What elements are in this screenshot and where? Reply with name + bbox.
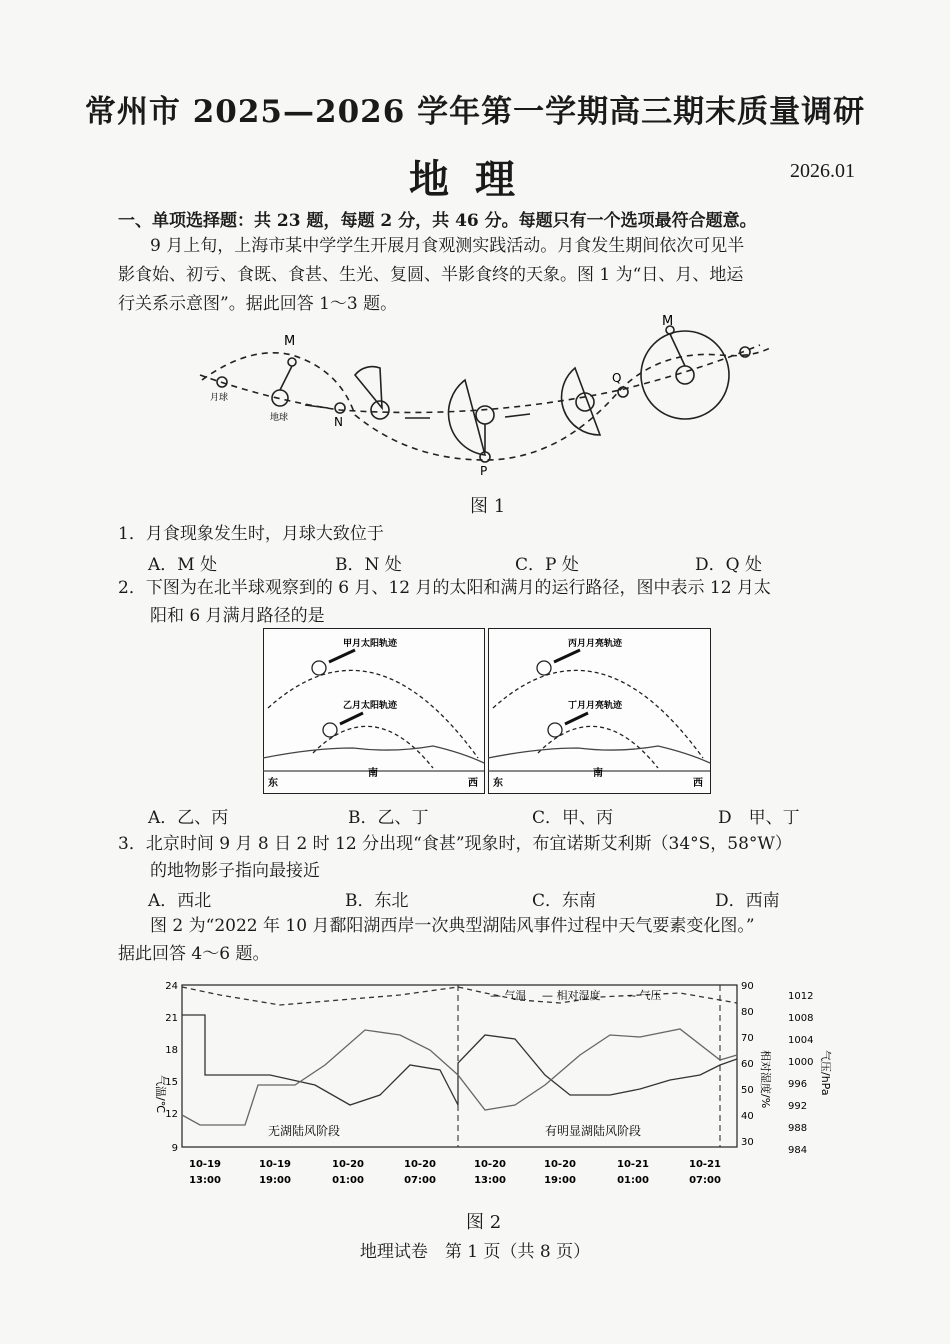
q3-option-a[interactable]: A．西北 bbox=[148, 891, 212, 911]
temp-tick-15: 15 bbox=[165, 1077, 178, 1088]
fig1-label-m2: M bbox=[662, 314, 674, 329]
legend-humidity: — 相对湿度 bbox=[542, 989, 601, 1002]
figure2-chart bbox=[140, 975, 830, 1200]
exam-title: 常州市 2025—2026 学年第一学期高三期末质量调研 bbox=[84, 94, 866, 130]
shadow-circle-4 bbox=[641, 331, 729, 419]
humidity-tick-30: 30 bbox=[741, 1137, 754, 1148]
q1-option-c[interactable]: C．P 处 bbox=[515, 555, 579, 575]
q1-option-d[interactable]: D．Q 处 bbox=[695, 555, 762, 575]
left-east: 东 bbox=[268, 778, 278, 789]
pressure-tick-1012: 1012 bbox=[788, 991, 814, 1002]
q2-stem-line1: 2．下图为在北半球观察到的 6 月、12 月的太阳和满月的运行路径，图中表示 12 月太 bbox=[118, 578, 771, 598]
right-axis-label: 气压/hPa bbox=[819, 1050, 832, 1096]
figure1-caption: 图 1 bbox=[470, 496, 506, 517]
figure1-diagram bbox=[180, 314, 800, 490]
mid-axis-label: 相对湿度/% bbox=[759, 1050, 772, 1109]
temp-tick-9: 9 bbox=[171, 1143, 178, 1154]
q3-option-c[interactable]: C．东南 bbox=[532, 891, 597, 911]
subject-title: 地理 bbox=[409, 156, 541, 203]
q3-option-d[interactable]: D．西南 bbox=[715, 891, 780, 911]
x-date-4: 10-20 bbox=[404, 1159, 436, 1170]
x-date-6: 10-20 bbox=[544, 1159, 576, 1170]
humidity-tick-60: 60 bbox=[741, 1059, 754, 1070]
intro2-line2: 据此回答 4～6 题。 bbox=[118, 944, 270, 964]
x-time-5: 13:00 bbox=[474, 1175, 506, 1186]
intro1-line2: 影食始、初亏、食既、食甚、生光、复圆、半影食终的天象。图 1 为“日、月、地运 bbox=[118, 265, 744, 285]
q3-stem-line2: 的地物影子指向最接近 bbox=[150, 861, 320, 881]
q3-option-b[interactable]: B．东北 bbox=[345, 891, 409, 911]
fig1-label-q: Q bbox=[612, 371, 622, 385]
shadow-shape-2 bbox=[449, 380, 485, 455]
x-date-2: 10-19 bbox=[259, 1159, 291, 1170]
fig1-label-m1: M bbox=[284, 334, 296, 349]
humidity-tick-80: 80 bbox=[741, 1007, 754, 1018]
intro1-line3: 行关系示意图”。据此回答 1～3 题。 bbox=[118, 294, 398, 314]
x-date-1: 10-19 bbox=[189, 1159, 221, 1170]
humidity-line bbox=[182, 1029, 737, 1125]
legend-pressure: -- 气压 bbox=[628, 989, 662, 1002]
section-heading: 一、单项选择题：共 23 题，每题 2 分，共 46 分。每题只有一个选项最符合题意。 bbox=[118, 211, 757, 231]
phase-yes-label: 有明显湖陆风阶段 bbox=[545, 1124, 642, 1138]
x-time-7: 01:00 bbox=[617, 1175, 649, 1186]
q1-option-a[interactable]: A．M 处 bbox=[148, 555, 218, 575]
x-date-3: 10-20 bbox=[332, 1159, 364, 1170]
x-time-3: 01:00 bbox=[332, 1175, 364, 1186]
right-track-bottom: 丁月月亮轨迹 bbox=[568, 701, 623, 711]
left-axis-label: 气温/℃ bbox=[154, 1075, 167, 1114]
temp-tick-24: 24 bbox=[165, 981, 178, 992]
phase-no-label: 无湖陆风阶段 bbox=[268, 1124, 341, 1138]
q1-option-b[interactable]: B．N 处 bbox=[335, 555, 402, 575]
humidity-tick-40: 40 bbox=[741, 1111, 754, 1122]
fig1-label-p: P bbox=[480, 464, 488, 478]
pressure-tick-984: 984 bbox=[788, 1145, 808, 1156]
x-date-7: 10-21 bbox=[617, 1159, 649, 1170]
q2-option-c[interactable]: C．甲、丙 bbox=[532, 808, 614, 828]
exam-date: 2026.01 bbox=[790, 160, 855, 182]
right-east: 东 bbox=[493, 778, 503, 789]
x-time-4: 07:00 bbox=[404, 1175, 436, 1186]
left-west: 西 bbox=[468, 778, 478, 789]
humidity-tick-50: 50 bbox=[741, 1085, 754, 1096]
q1-stem: 1．月食现象发生时，月球大致位于 bbox=[118, 524, 384, 544]
temp-tick-12: 12 bbox=[165, 1109, 178, 1120]
q2-path-diagram bbox=[263, 628, 711, 794]
pressure-tick-996: 996 bbox=[788, 1079, 808, 1090]
left-track-bottom: 乙月太阳轨迹 bbox=[343, 701, 398, 711]
chart-frame bbox=[182, 985, 737, 1147]
fig1-label-earth: 地球 bbox=[270, 413, 289, 423]
left-south: 南 bbox=[368, 768, 378, 779]
q2-option-b[interactable]: B．乙、丁 bbox=[348, 808, 429, 828]
page-footer: 地理试卷 第 1 页（共 8 页） bbox=[359, 1242, 591, 1262]
humidity-tick-90: 90 bbox=[741, 981, 754, 992]
pressure-tick-1004: 1004 bbox=[788, 1035, 814, 1046]
temp-tick-18: 18 bbox=[165, 1045, 178, 1056]
q2-stem-line2: 阳和 6 月满月路径的是 bbox=[150, 606, 325, 626]
temp-tick-21: 21 bbox=[165, 1013, 178, 1024]
x-date-8: 10-21 bbox=[689, 1159, 721, 1170]
x-time-1: 13:00 bbox=[189, 1175, 221, 1186]
humidity-tick-70: 70 bbox=[741, 1033, 754, 1044]
right-west: 西 bbox=[693, 778, 703, 789]
q3-stem-line1: 3．北京时间 9 月 8 日 2 时 12 分出现“食甚”现象时，布宜诺斯艾利斯（34°S，58°W） bbox=[118, 834, 792, 854]
x-date-5: 10-20 bbox=[474, 1159, 506, 1170]
pressure-tick-1008: 1008 bbox=[788, 1013, 814, 1024]
intro2-line1: 图 2 为“2022 年 10 月鄱阳湖西岸一次典型湖陆风事件过程中天气要素变化图。” bbox=[150, 916, 755, 936]
q2-option-a[interactable]: A．乙、丙 bbox=[148, 808, 229, 828]
intro1-line1: 9 月上旬，上海市某中学学生开展月食观测实践活动。月食发生期间依次可见半 bbox=[150, 236, 745, 256]
right-track-top: 丙月月亮轨迹 bbox=[568, 639, 623, 649]
pressure-tick-1000: 1000 bbox=[788, 1057, 814, 1068]
temp-line bbox=[182, 1015, 737, 1105]
x-time-8: 07:00 bbox=[689, 1175, 721, 1186]
fig1-label-moon: 月球 bbox=[210, 393, 229, 403]
pressure-tick-988: 988 bbox=[788, 1123, 808, 1134]
x-time-6: 19:00 bbox=[544, 1175, 576, 1186]
right-south: 南 bbox=[593, 768, 603, 779]
legend-temp: — 气温 bbox=[490, 989, 527, 1002]
x-time-2: 19:00 bbox=[259, 1175, 291, 1186]
left-track-top: 甲月太阳轨迹 bbox=[343, 639, 398, 649]
pressure-tick-992: 992 bbox=[788, 1101, 808, 1112]
q2-option-d[interactable]: D 甲、丁 bbox=[718, 808, 800, 828]
figure2-caption: 图 2 bbox=[466, 1212, 502, 1233]
fig1-label-n: N bbox=[334, 415, 343, 429]
